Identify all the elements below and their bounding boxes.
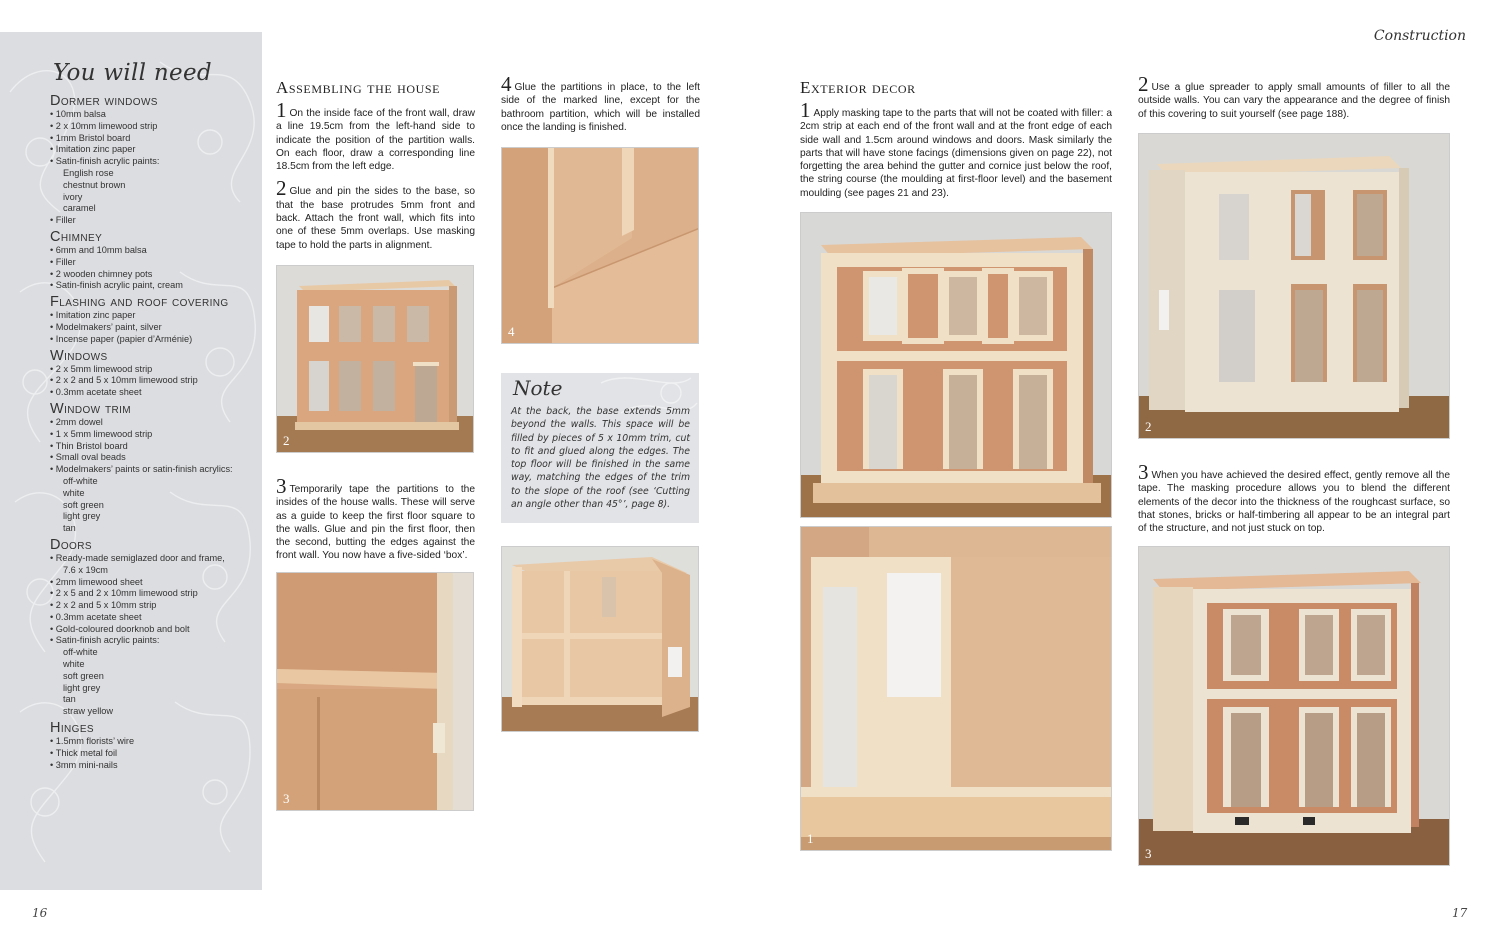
materials-section (50, 296, 250, 345)
material-item: caramel (63, 203, 96, 214)
step-text: Use a glue spreader to apply small amounts of filler to all the outside walls. You can vary the appearance and the degree of finish of this covering to suit yourself (see page 188). (1138, 82, 1450, 120)
materials-section-heading: Dormer windows (50, 93, 158, 109)
sidebar-title: You will need (53, 60, 212, 86)
material-item: • Modelmakers’ paint, silver (50, 322, 250, 334)
material-item: • Incense paper (papier d’Arménie) (50, 334, 250, 346)
photo-exterior-step-2 (1138, 133, 1450, 439)
page-number-right: 17 (1452, 906, 1468, 920)
material-item: • Satin-finish acrylic paints: (50, 156, 250, 168)
exterior-column-right-lower (1138, 460, 1450, 544)
material-item: off-white (63, 475, 98, 486)
material-item: white (63, 487, 85, 498)
step-number: 2 (276, 176, 287, 201)
materials-section (50, 400, 250, 535)
materials-section-heading: Chimney (50, 228, 103, 245)
photo-assembling-step-3 (276, 572, 474, 811)
step-text: When you have achieved the desired effect, gently remove all the tape. The masking procedure allows you to blend the different elements of the decor into the thickness of the roughcast surface, so that stones, bricks or half-timbering all appear to be an integral part of the structure, and not just stuck on top. (1138, 470, 1450, 535)
material-item: • 3mm mini-nails (50, 760, 250, 772)
material-item: ivory (63, 191, 83, 202)
materials-section (50, 347, 250, 399)
photo-number: 2 (283, 433, 290, 448)
assembling-step-1 (276, 98, 475, 173)
materials-section (50, 536, 250, 718)
materials-list-items (50, 245, 250, 292)
step-text: Glue the partitions in place, to the left side of the marked line, except for the bathroom partition, which will be installed once the landing is finished. (501, 82, 700, 133)
assembling-step-4 (501, 72, 700, 134)
material-item: • 2 wooden chimney pots (50, 269, 250, 281)
material-item: • Filler (50, 215, 250, 227)
material-item: • 2mm limewood sheet (50, 577, 250, 589)
photo-number: 2 (1145, 419, 1152, 434)
materials-section-heading: Windows (50, 347, 108, 364)
assembling-step-3 (276, 474, 475, 563)
materials-section (50, 95, 250, 227)
materials-section (50, 722, 250, 771)
material-item: • 2 x 2 and 5 x 10mm limewood strip (50, 375, 250, 387)
exterior-step-2 (1138, 72, 1450, 121)
materials-section-heading: Hinges (50, 720, 94, 737)
material-item: • Satin-finish acrylic paint, cream (50, 280, 250, 292)
material-item: • 2 x 5mm limewood strip (50, 364, 250, 376)
material-item: English rose (63, 167, 114, 178)
materials-list-items (50, 310, 250, 345)
note-text: At the back, the base extends 5mm beyond the walls. This space will be filled by pieces of 5 x 10mm trim, cut to fit and glued along the edges. The top floor will be finished in the same way, matching the edges of the trim to the slope of the roof (see ‘Cutting an angle other than 45°’, page 8). (511, 406, 690, 511)
material-item: • Small oval beads (50, 452, 250, 464)
material-item: white (63, 659, 85, 670)
materials-section (50, 228, 250, 292)
step-text: Temporarily tape the partitions to the insides of the house walls. These will serve as a guide to keep the first floor square to the walls. Glue and pin the first floor, then the second, butting the edges against the front wall. You now have a five-sided ‘box’. (276, 484, 475, 562)
photo-number: 3 (283, 791, 290, 806)
photo-number: 3 (1145, 846, 1152, 861)
step-number: 3 (276, 474, 287, 498)
assembling-column-right (501, 72, 700, 143)
photo-assembling-step-4 (501, 147, 699, 344)
section-title-exterior: Exterior decor (800, 78, 916, 97)
materials-list-items (50, 109, 250, 227)
step-text: Glue and pin the sides to the base, so that the base protrudes 5mm front and back. Attach the front wall, which fits into one of these 5mm overlaps. Use masking tape to hold the parts in alignment. (276, 186, 475, 251)
material-item: • 10mm balsa (50, 109, 250, 121)
step-text: Apply masking tape to the parts that will not be coated with filler: a 2cm strip at each end of the front wall and at the front edge of each side wall and 1.5cm around windows and doors. Mask similarly the parts that will have stone facings (dimensions given on page 22), not forgetting the area behind the gutter and cornice just below the roof, the string course (the moulding at first-floor level) and the basement moulding (see pages 21 and 23). (800, 108, 1112, 199)
material-item: • Thin Bristol board (50, 441, 250, 453)
materials-list-items (50, 553, 250, 718)
step-number: 2 (1138, 72, 1149, 96)
material-item: light grey (63, 511, 101, 522)
material-item: • Ready-made semiglazed door and frame, (50, 553, 250, 565)
materials-list (50, 60, 250, 774)
material-item: • 1.5mm florists’ wire (50, 736, 250, 748)
assembling-column (276, 78, 475, 261)
assembling-step-2 (276, 176, 475, 251)
note-title: Note (513, 376, 563, 400)
photo-number: 4 (508, 324, 515, 339)
material-item: • 2mm dowel (50, 417, 250, 429)
exterior-step-3 (1138, 460, 1450, 535)
material-item: • Modelmakers’ paints or satin-finish acrylics: (50, 464, 250, 476)
materials-list-items (50, 417, 250, 535)
materials-list-items (50, 364, 250, 399)
step-number: 3 (1138, 460, 1149, 484)
step-number: 4 (501, 72, 512, 96)
exterior-step-1 (800, 98, 1112, 200)
photo-number: 1 (807, 831, 814, 846)
material-item: • Filler (50, 257, 250, 269)
material-item: chestnut brown (63, 179, 126, 190)
material-item: • 1mm Bristol board (50, 133, 250, 145)
material-item: light grey (63, 682, 101, 693)
photo-assembling-step-2 (276, 265, 474, 453)
material-item: • 6mm and 10mm balsa (50, 245, 250, 257)
material-item: • Imitation zinc paper (50, 144, 250, 156)
materials-list-items (50, 736, 250, 771)
step-number: 1 (276, 98, 287, 122)
photo-exterior-step-3 (1138, 546, 1450, 866)
material-item: tan (63, 694, 76, 705)
material-item: off-white (63, 647, 98, 658)
material-item: • Imitation zinc paper (50, 310, 250, 322)
materials-section-heading: Doors (50, 536, 92, 553)
material-item: straw yellow (63, 706, 114, 717)
photo-five-sided-box (501, 546, 699, 732)
materials-section-heading: Flashing and roof covering (50, 294, 229, 311)
material-item: soft green (63, 499, 104, 510)
photo-masked-facade (800, 212, 1112, 518)
page-number-left: 16 (32, 906, 48, 920)
material-item: • 0.3mm acetate sheet (50, 612, 250, 624)
materials-sidebar (0, 32, 262, 890)
running-head: Construction (1373, 28, 1466, 44)
material-item: • Satin-finish acrylic paints: (50, 635, 250, 647)
material-item: • 0.3mm acetate sheet (50, 387, 250, 399)
note-box (501, 373, 699, 523)
material-item: • Gold-coloured doorknob and bolt (50, 624, 250, 636)
material-item: • 1 x 5mm limewood strip (50, 429, 250, 441)
photo-exterior-step-1 (800, 526, 1112, 851)
assembling-column-lower (276, 474, 475, 572)
step-number: 1 (800, 98, 811, 122)
exterior-column-right (1138, 72, 1450, 130)
section-title-assembling: Assembling the house (276, 78, 441, 97)
materials-section-heading: Window trim (50, 400, 131, 417)
material-item: • 2 x 10mm limewood strip (50, 121, 250, 133)
material-item: • Thick metal foil (50, 748, 250, 760)
material-item: • 2 x 5 and 2 x 10mm limewood strip (50, 588, 250, 600)
step-text: On the inside face of the front wall, draw a line 19.5cm from the left-hand side to indicate the position of the partition walls. On each floor, draw a corresponding line 18.5cm from the left edge. (276, 108, 475, 173)
material-item: 7.6 x 19cm (63, 564, 108, 575)
material-item: tan (63, 523, 76, 534)
material-item: soft green (63, 670, 104, 681)
material-item: • 2 x 2 and 5 x 10mm strip (50, 600, 250, 612)
exterior-column (800, 78, 1112, 209)
